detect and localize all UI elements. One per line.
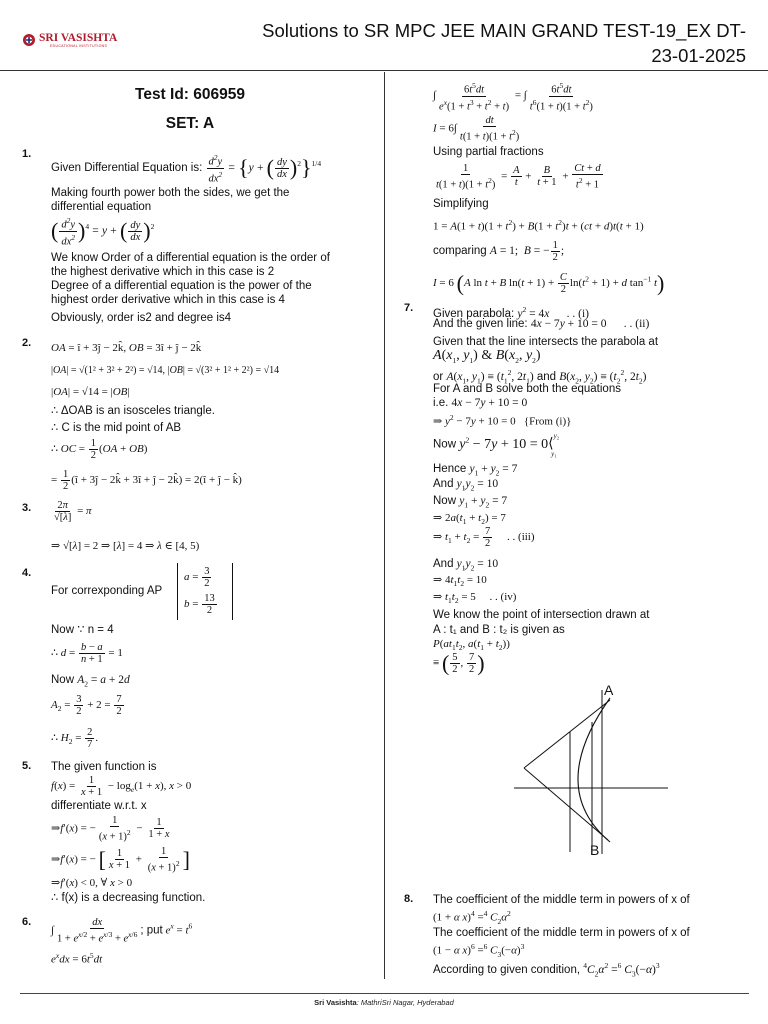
question-number: 4. [22,567,32,579]
q7-product: And $y_1y_2 = 10$ [433,478,499,493]
q5-derivative-2: ⇒f′(x) = − [ $\frac{1}{x + 1}$ + $\frac{1}{(x + 1)^2}$ ] [51,846,190,874]
q7-answer: ≡ ( $\frac{5}{2}$ , $\frac{7}{2}$ ) [433,650,485,676]
footer-brand: Sri Vasishta [314,998,357,1007]
q2-result: = $\frac{1}{2}$ (î + 3ĵ − 2k̂ + 3î + ĵ − 2k̂) = 2(î + ĵ − k̂) [51,469,242,492]
q7-line-eq: And the given line: 4x − 7y + 10 = 0 . . (ii) [433,318,650,330]
q5-line: ∴ f(x) is a decreasing function. [51,892,206,904]
q2-vectors: OA = î + 3ĵ − 2k̂, OB = 3î + ĵ − 2k̂ [51,342,202,354]
q7-product-2: And $y_1y_2 = 10$ [433,558,499,573]
question-number: 3. [22,502,32,514]
q5-sign: ⇒f′(x) < 0, ∀ x > 0 [51,877,133,889]
parabola-diagram [510,682,675,865]
q4-line: Now ∵ n = 4 [51,624,114,636]
q8-expr-1: (1 + α x)$^4$ =$^4$ $C_2\alpha^2$ [433,909,511,926]
header-divider [0,70,768,71]
footer-address: : MathriSri Nagar, Hyderabad [356,998,454,1007]
logo [22,33,117,48]
q8-condition: According to given condition, $^4C_2\alpha^2 =^6$ $C_3(-\alpha)^3$ [433,961,660,979]
page-footer [0,998,768,1007]
q1-text: Given Differential Equation is: [51,162,203,175]
q5-line: The given function is [51,761,157,773]
q7-line: A : t₁ and B : t₂ is given as [433,624,565,636]
q6-partial-fractions: $\frac{1}{t(1 + t)(1 + t^2)}$ = $\frac{A}{t}$ + $\frac{B}{t + 1}$ + $\frac{Ct + d}{t^2 + 1}$ [436,163,601,191]
question-number: 8. [404,893,414,905]
q7-product-4: ⇒ $t_1t_2 = 5$ . . (iv) [433,591,517,606]
q7-sum: Hence $y_1 + y_2 = 7$ [433,463,518,478]
q2-oc: ∴ OC = $\frac{1}{2}$ (OA + OB) [51,438,148,461]
q7-intersection: $P(at_1t_2$, $a(t_1 + t_2)$) [433,638,510,653]
logo-emblem-icon [22,33,36,47]
footer-divider [20,993,749,994]
q5-function: f(x) = $\frac{1}{x + 1}$ − $\log_e(1 + x)$, x > 0 [51,775,192,798]
test-id: Test Id: 606959 [135,86,245,103]
q6-identity: $1 = A(1 + t)(1 + t^2) + B(1 + t^2)t + (ct + d)t(t + 1)$ [433,218,644,233]
page-title: Solutions to SR MPC JEE MAIN GRAND TEST-19_EX DT-23-01-2025 [262,20,746,66]
q3-solution: ⇒ √[λ] = 2 ⇒ [λ] = 4 ⇒ λ ∈ [4, 5) [51,540,200,552]
question-number: 7. [404,302,414,314]
q8-line: The coefficient of the middle term in powers of x of [433,927,690,939]
q1-line: differential equation [51,201,152,213]
q1-equation: ( $\frac{d^2y}{dx^2}$ )$^4$ = y + ( $\frac{dy}{dx}$ )$^2$ [51,216,155,247]
q1-line: highest order derivative which in this case is 4 [51,294,285,306]
q4-a2: Now $A_2 = a + 2d$ [51,674,130,689]
q2-magnitudes: |OA| = √(1² + 3² + 2²) = √14, |OB| = √(3² + 1² + 2²) = √14 [51,365,280,376]
q1-given: Given Differential Equation is: $\frac{d^2y}{dx^2}$ = {y + ( $\frac{dy}{dx}$ )$^2$}$^{1/4}$ [51,153,322,184]
q8-line: The coefficient of the middle term in powers of x of [433,894,690,906]
q7-parabola: Given parabola: $y^2 = 4x$ . . (i) [433,305,589,320]
q6-integral-2: ∫ $\frac{6t^5dt}{e^x(1 + t^3 + t^2 + t)}$ = ∫ $\frac{6t^5dt}{t^6(1 + t)(1 + t^2)}$ [433,81,593,112]
q5-line: differentiate w.r.t. x [51,800,147,812]
q4-h2: ∴ $H_2$ = $\frac{2}{7}$ . [51,727,99,750]
q4-a2-value: $A_2$ = $\frac{3}{2}$ + 2 = $\frac{7}{2}$ [51,694,122,717]
q1-line: We know Order of a differential equation is the order of [51,252,330,264]
q2-equal: |OA| = √14 = |OB| [51,386,130,398]
point-a-label: A [604,682,614,698]
parabola-figure [510,682,675,860]
q5-derivative: ⇒f′(x) = − $\frac{1}{(x + 1)^2}$ − $\frac{1}{1 + x}$ [51,815,170,843]
q2-line: ∴ ΔOAB is an isosceles triangle. [51,405,215,417]
question-number: 6. [22,916,32,928]
q6-line: Using partial fractions [433,146,544,158]
q1-line: Making fourth power both the sides, we get the [51,187,290,199]
q7-line: For A and B solve both the equations [433,383,621,395]
q1-line: Obviously, order is2 and degree is4 [51,312,232,324]
q6-substitution: $e^xdx = 6t^5dt$ [51,951,103,966]
q7-roots: Now $y^2 - 7y + 10$ = 0⟨$^{y_2}_{y_1}$ [433,431,560,458]
q7-sum-4: ⇒ $t_1 + t_2$ = $\frac{7}{2}$ . . (iii) [433,526,535,549]
logo-text: SRI VASISHTA [39,32,118,44]
q3-equation: $\frac{2\pi}{√[\lambda]}$ = π [54,500,92,523]
q4-d: ∴ d = $\frac{b - a}{n + 1}$ = 1 [51,642,123,665]
logo-subtext: EDUCATIONAL INSTITUTIONS [50,43,108,48]
q6-result: I = 6 (A ln t + B ln(t + 1) + $\frac{C}{2}$ $\ln(t^2 + 1) + d$ $\tan^{-1} t$) [433,270,665,296]
q1-line: Degree of a differential equation is the power of the [51,280,312,292]
q4-ap: For correxponding AP [51,585,163,597]
q6-line: Simplifying [433,198,489,210]
q7-product-3: ⇒ $4t_1t_2 = 10$ [433,574,487,589]
q1-line: the highest derivative which in this case is 2 [51,266,275,278]
question-number: 5. [22,760,32,772]
question-number: 1. [22,148,32,160]
column-divider [384,72,385,979]
q7-ie: i.e. 4x − 7y + 10 = 0 [433,397,528,409]
point-b-label: B [590,842,600,858]
q4-matrix: a = $\frac{3}{2}$ b = $\frac{13}{2}$ [177,563,233,620]
q7-sum-3: ⇒ $2a(t_1 + t_2) = 7$ [433,512,506,527]
q8-expr-2: (1 − α x)$^6$ =$^6$ $C_3(-\alpha)^3$ [433,942,525,959]
q6-integral: ∫ $\frac{dx}{1 + e^{x/2} + e^{x/3} + e^{x/6}}$ ; put $e^x = t^6$ [51,917,193,945]
question-number: 2. [22,337,32,349]
q6-comparing: comparing A = 1; B = − $\frac{1}{2}$ ; [433,240,565,263]
q7-line: Given that the line intersects the parabola at [433,336,659,348]
page-header [0,0,768,68]
q2-line: ∴ C is the mid point of AB [51,422,182,434]
q6-integral-3: I = 6∫ $\frac{dt}{t(1 + t)(1 + t^2)}$ [433,115,520,143]
q7-points: $A(x_1$, $y_1$) & $B(x_2$, $y_2$) [433,348,541,365]
q7-line: We know the point of intersection drawn at [433,609,650,621]
test-set: SET: A [165,115,215,132]
q7-sum-2: Now $y_1 + y_2 = 7$ [433,495,508,510]
q7-quadratic: ⇒ $y^2 - 7y + 10 = 0$ {From (i)} [433,413,572,428]
q7-param: or $A(x_1$, $y_1) \equiv (t_1^2$, $2t_1$) and $B(x_2$, $y_2) \equiv (t_2^2$, $2t_2$) [433,368,647,386]
